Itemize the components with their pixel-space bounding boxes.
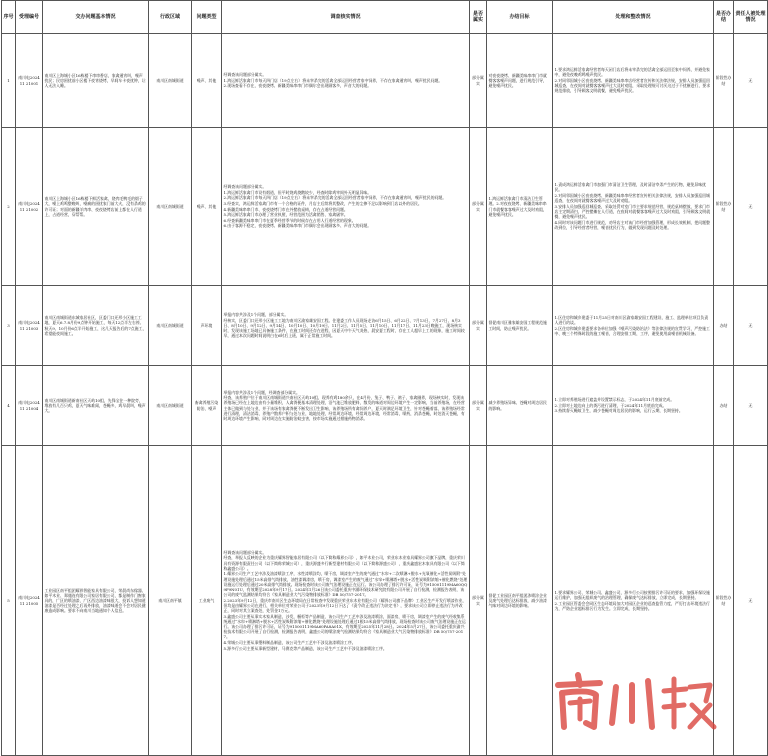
header-verified: 是否属实 <box>470 1 487 34</box>
cell-closed: 办结 <box>714 366 734 446</box>
cell-closed: 阶段性办结 <box>714 446 734 756</box>
cell-investigation-paragraph: 经查，该养殖户位于南川区南城街道兴南社区天屿10组，现养有鸡180余只，在4月份，兔子、鸭子、鸽子，家禽圈养，现场核实时，发现该养殖场已经在上地边由有小量堆积，人禽粪便基本清理处理，沼气池已堆放肥料，散发的味道对周边环境产生一定影响，当前养殖场，在经营主体已做到与处与业，并于该场有家禽粪便不断发出卫生影响，该养殖场所有禽饲养户，夏天时满足环境卫生，针对苍蝇着落，该养殖场经常进行清理，清洁消毒，养殖户散养户积与处与业，地地处理，经常周边环境，经常周边环境，经常消毒，喷药，消杀苍蝇，时处消灭苍蝇，有时周边环境产生影响，同对周边在实施防治蚊虫害，按市场实施通过措施药物消杀。 <box>223 395 465 421</box>
cell-closed: 阶段性办结 <box>714 34 734 128</box>
header-rectification: 处理和整改情况 <box>553 1 714 34</box>
cell-rectification <box>553 366 714 446</box>
header-code: 受理编号 <box>16 1 43 34</box>
cell-investigation-paragraph: 举报内容共涉及1个问题，经调查部分属实。 <box>223 389 300 395</box>
cell-issue: 南川区上海城小区16栋楼下串串香店，家禽通宵叫，噪声扰民；民房困扰前小区楼下夜宵烧烤，早间车卡夜扰钟，让人无法入睡。 <box>43 34 149 128</box>
cell-investigation-paragraph: 6.由于客源不稳定，夜夜烧烤、新疆美味串串门市偶尔会出现顾客多、声音大的问题。 <box>223 223 372 229</box>
cell-type: 声环境 <box>192 286 222 366</box>
cell-closed: 阶段性办结 <box>714 128 734 286</box>
cell-verified: 部分属实 <box>470 366 487 446</box>
cell-rectification-paragraph: 2.对同邻国城小区夜夜烧烤、新疆美味串串店经营者宣传和关法律法规，安排人员加强巡回城巡查，在夜间对就餐客客噪声过大及时劝阻，采取处理规可讨厌这过于不扰断进行，要求规范排放，引导顾客文明就餐，避免噪声扰民。 <box>554 77 711 94</box>
cell-rectification-paragraph: 4.同时对该问题门市进行规范，劝导店主对该门市经营加强管理，形成长效机制，把问题整改到位，引导经营者经营，噪音扰民行为，做到发现问题及时处理。 <box>554 219 710 231</box>
cell-investigation-paragraph: 5.鸿运鲜活家禽门市办理了营业执照，经营范围为活禽销售、家禽屠宰。 <box>223 212 348 218</box>
cell-investigation-paragraph: 经调查该问题部分属实。 <box>223 183 267 189</box>
table-row <box>2 286 768 366</box>
cell-code: 南川电202411 21003 <box>16 286 43 366</box>
header-type: 问题类型 <box>192 1 222 34</box>
cell-investigation-paragraph: 经调查该问题部分属实。 <box>223 549 267 555</box>
cell-investigation-paragraph: 举报内容共涉及1个问题，部分属实。 <box>223 312 289 318</box>
cell-code: 南川电202411 21004 <box>16 366 43 446</box>
cell-district: 南川区南城街道 <box>149 366 192 446</box>
cell-type: 工业废气 <box>192 446 222 756</box>
header-penalty: 责任人被处理情况 <box>734 1 768 34</box>
cell-issue: 南川区南城街道新南社区天屿10组，先锋宝住一种院旁，堆放有几百只鸡，夏天气味难闻，苍蝇多，鸡早晨叫，噪声大。 <box>43 366 149 446</box>
cell-district: 南川区南平镇 <box>149 446 192 756</box>
cell-investigation-paragraph: 1.鸿运鲜活家禽门市设有烟道，但平时烧鸡烧鹅较少，经查时除鸡宰间外无明显异味。 <box>223 189 372 195</box>
cell-investigation-paragraph: 4.新疆美味串串门市、夜夜烧烤门市在外摆放桌椅，存在占道经营问题。 <box>223 206 348 212</box>
cell-rectification <box>553 128 714 286</box>
cell-investigation-paragraph: 2.鸿运鲜活家禽门市每天四门店（19点左右）将未宰杀完的活禽全部运回经营者家中饲养，不存在家禽通宵叫，噪声扰民的问题。 <box>223 195 447 201</box>
cell-rectification <box>553 34 714 128</box>
cell-investigation-paragraph: 2.2023年9月12日，重庆市南川区生态环境局在日常检查中发现重庆荣业东木业有限公司（耀界公司旗下品牌）工业区生产开发行喷漆作业，但均是由耀界公司在进行，相关单位对荣业公司于2023年9月12日下达了《责令改正违法行为决定书》，要求该公司立即停止违法行为并改正，同时对其立案查处，处罚金1万元。 <box>223 597 467 613</box>
complaint-table <box>1 0 768 756</box>
cell-type: 畜禽养殖污染防治、噪声 <box>192 366 222 446</box>
header-issue: 交办问题基本情况 <box>43 1 149 34</box>
cell-district: 南川区南城街道 <box>149 128 192 286</box>
cell-type: 噪声、其他 <box>192 34 222 128</box>
cell-code: 南川电202411 21002 <box>16 128 43 286</box>
cell-issue: 南川区南城街道东城家居社区，区委门口还形小区施工工地，夏天6.7.8月份9点钟开始施工，每天12点半左右停。秋天9、10月份6点半开始施工，这几天报告后的7点施工，希望能夜间施工。 <box>43 286 149 366</box>
cell-target: 对夜夜烧烤、新疆美味串串门市就餐客客噪声问题，进行规范引导，避免噪声扰民。 <box>487 34 553 128</box>
cell-investigation-paragraph: 经查，举报人反映的企业为重庆耀界智能家居有限公司（以下简称耀界公司），如平木业公司，荣业东木业家具耀界公司旗下品牌，重庆荣川具有资源有限责任公司（以下简称荣城公司），重庆源盛多行新型建材有限公司（以下简称源盛公司），重庆鑫盛宏木家具有限公司（以下简称鑫盛公司）。 <box>223 555 465 571</box>
cell-rectification-paragraph: 1.要求耀界公司、荣城公司、鑫盛公司，源多行公司按照排污许可证的要求，加强环保设施运行维护，加强无组织废气的治理管理，确保废气达标排放，立即完成，长期坚持。 <box>554 589 710 600</box>
header-district: 行政区域 <box>149 1 192 34</box>
cell-district: 南川区南城街道 <box>149 34 192 128</box>
cell-verified: 部分属实 <box>470 128 487 286</box>
cell-investigation-paragraph: 经调查该问题部分属实。 <box>223 72 267 78</box>
cell-no: 3 <box>2 286 16 366</box>
cell-verified: 部分属实 <box>470 446 487 756</box>
cell-investigation <box>222 446 470 756</box>
cell-target: 督促南川区雅家雄安国工程规范施工时间，防止噪声扰民。 <box>487 286 553 366</box>
cell-no: 2 <box>2 128 16 286</box>
cell-investigation-paragraph: 3.鑫盛公司主要从事实木家具制造，沙发，橱柜等产品制造，该公司生产工艺中涉及油漆喷涂，面漆房，喷干房，调漆室产生的废气经收集系统通过“水帘+喷淋塔+脱水+活性炭吸附浓缩+催化燃烧”处理设施处理后通过1根15米高排气筒排放，现场检查时该公司废气治理设施正在运行。该公司办理了排污许可证，证号为915001119MA60PA8A01X，有效期至2025年11月28日。2024年5月27日，该公司委托重庆渝兴检技术有限公司开展了自行检测，检测报告表明，鑫盛公司的喷涂废气检测结果均符合《家具制造业大气污染物排放标准》DB 50/757-2017。 <box>223 613 466 640</box>
cell-rectification-paragraph: 2.对同邻国城小区夜夜烧烤、新疆美味串串经营者宣传相关法律法规，安排人员加强巡回城巡查，在夜间对就餐客客噪声过大及时劝阻。 <box>554 193 710 204</box>
cell-rectification <box>553 286 714 366</box>
cell-rectification-paragraph: 2.立即对土地边向上的粪污进行清理，于2024年11月底前完成。 <box>554 402 667 408</box>
cell-investigation-paragraph: 1.鸿运鲜活家禽门市每天四门店（19点左右）将未宰杀完的活禽全部运回经营者家中饲养，不存在家禽通宵叫，噪声扰民问题。 <box>223 77 443 83</box>
table-row <box>2 128 768 286</box>
cell-investigation-paragraph: 2.现场查看不存在，夜夜烧烤、新疆美味串串门市偶尔会出现顾客多，声音大的问题。 <box>223 83 372 89</box>
cell-investigation <box>222 128 470 286</box>
cell-issue: 南川区上海城小区16栋楼下鲜活家禽，烧肉毛鸭毛的烟子大，噪上鸡鸣整晚叫，噪痛的困扰家门前大火，没有杀鸡的许可证；对面的新疆羊肉串、夜夜烧烤店前上都在人行道上，占道经营，穿帮帮。 <box>43 128 149 286</box>
header-target: 办结目标 <box>487 1 553 34</box>
table-header-row <box>2 1 768 34</box>
cell-target: 1.鸿运鲜活家禽门市清洁卫生管理。2.对夜夜烧烤、新疆美味串串门市就餐客客噪声过大及时劝阻，避免噪声扰民。 <box>487 128 553 286</box>
cell-penalty: 无 <box>734 128 768 286</box>
header-closed: 是否办结 <box>714 1 734 34</box>
header-investigation: 调查核实情况 <box>222 1 470 34</box>
cell-rectification-paragraph: 3.持续督灭蝇蚊卫生，减少苍蝇对周边居民的影响，运行云期，长期坚持。 <box>554 408 683 414</box>
cell-verified: 部分属实 <box>470 34 487 128</box>
cell-rectification-paragraph: 1.要求鸿运鲜活家禽经营者每天闭门店后将未宰杀完的活禽全部运回至家中饲养，并避免家中，避免夜晚鸡鸣噪声扰民。 <box>554 67 710 78</box>
header-no: 序号 <box>2 1 16 34</box>
cell-penalty: 无 <box>734 446 768 756</box>
cell-penalty: 无 <box>734 286 768 366</box>
cell-no: 4 <box>2 366 16 446</box>
cell-rectification-paragraph: 1.区住房和城乡建委于11月25日对南川区渝家雄安国工程建设、施工、监理单位项目负责人进行约谈。 <box>554 314 709 325</box>
cell-investigation-paragraph: 6.经查新疆美味串串门市在夏季经营季节的时候存在占用人行道经营的现象。 <box>223 217 356 223</box>
cell-investigation <box>222 286 470 366</box>
cell-investigation <box>222 34 470 128</box>
cell-rectification-paragraph: 2.区住房和城乡建委要求各单位加强《噪声污染防治法》等法律法规的宣贯学习，严控施工中、晚三个特殊时段的施工噪音，合理安排工期，工序，避免使用高噪音机械设备。 <box>554 325 710 336</box>
cell-investigation-paragraph: 4.荣城公司主要从事塑料制品制造，该公司生产工艺中不涉及油漆喷涂工序。 <box>223 639 356 645</box>
cell-rectification-paragraph: 1.立即对养殖场进行遮盖并设置禁示标志，于2024年11月底前完成。 <box>554 397 675 403</box>
cell-verified: 部分属实 <box>470 286 487 366</box>
cell-target: 减少养殖场异味、苍蝇对周边居民的影响。 <box>487 366 553 446</box>
cell-investigation-paragraph: 3.经查实，鸿运鲜活家禽门市有一个合格的证件，月店主后续将其整改，产生的尘掺不足以影响到门店以外的居民。 <box>223 200 422 206</box>
cell-closed: 办结 <box>714 286 734 366</box>
cell-type: 噪声、其他 <box>192 128 222 286</box>
table-row <box>2 366 768 446</box>
cell-code: 南川电202411 21005 <box>16 446 43 756</box>
cell-district: 南川区南城街道 <box>149 286 192 366</box>
cell-penalty: 无 <box>734 34 768 128</box>
table-row <box>2 34 768 128</box>
cell-code: 南川电202411 21001 <box>16 34 43 128</box>
cell-issue: 工业园区南平组团耀界智能家具有限公司，荣晨尚东傢器、如平木业、郑遇连有限公司家居有限公司，都是制作门窗家具的，广区的喷油漆，广区西边油漆味很大，投诉人想知道油漆是否经过处理之后再外排放，油漆味道会不会对居民健康造成影响。要求不向南川当地通知个人信息。 <box>43 446 149 756</box>
cell-target: 督促工业园区南平组团涉喷涂企业及废气处理后达标排放，减少油漆气味对周边环境的影响。 <box>487 446 553 756</box>
cell-no: 5 <box>2 446 16 756</box>
cell-rectification-paragraph: 3.安排人员加强巡回城巡查，采取处罚对室门市主要求规范经营，规范桌椅摆放，要求门市店主定期清扫，严控摆摊在人行道，在夜间对就餐客客噪声过大及时劝阻，引导顾客文明就餐，避免噪声扰民。 <box>554 203 711 220</box>
cell-investigation-paragraph: 1.耀界公司生产工艺中涉及油漆喷涂工序，水性漆喷涂均，喷干房，调漆室产生的废气通过“水帘+二次喷淋+脱水+光氧催化+活性炭吸附”处理设施处理后通过15米高排气筒排放，油性漆调漆房，喷干房，调漆室产生的废气通过“水帘+喷淋塔+脱水+活性炭吸附浓缩+催化燃烧”处理设施运行处理后通过20米高排气筒排放。现场检查时该公司废气治理设施正在运行。该公司办理了排污许可证，证号为915001119MA60QQ9F9N01U，有效期至2028年9月17日。2024年1月26日该公司委托重庆中涵环保技术研究院有限公司开展了自行检测，检测报告表明，该公司的废气监测结果均符合《家具制造业大气污染物排放标准》DB 50/757-2017。 <box>223 571 468 598</box>
cell-rectification-paragraph: 1.责成鸿运鲜活家禽门市加强门市清洁卫生管理，及时清洁宰杀产生的污物，避免异味扰民。 <box>554 182 707 193</box>
cell-investigation-paragraph: 经核实，区委门口还形小区施工工地为南川区渝家雄安国工程。住建委工作人员现场走访6月15日、6月22日、7月13日、7月27日、8月3日、8月10日、9月12日、9月14日、10月10日、10月19日、11月2日、11月5日、11月10日、11月17日、11月23日晚施工，现场核实时，发现该施工场地已具备施工条件，在施工时间还存在进程，因夏天中午天气炎热，晨安夏工程时，存在工人超早上工的现象，施工时间较早，通过本次问题时间说明白在6时后上班，属于正常施工时间。 <box>223 317 465 339</box>
cell-investigation <box>222 366 470 446</box>
cell-penalty: 无 <box>734 366 768 446</box>
cell-investigation-paragraph: 5.源多行公司主要从事新型建材，马赛克等产品制造，该公司生产工艺中不涉及油漆喷涂工序。 <box>223 645 387 651</box>
cell-rectification <box>553 446 714 756</box>
cell-rectification-paragraph: 2.工业园区管委会会同区生态环境局加大对园区企业的巡查监管力度，严厉打击环境违法行为，严防企业超标排污行为发生。立即完成，长期坚持。 <box>554 600 710 611</box>
cell-no: 1 <box>2 34 16 128</box>
table-row <box>2 446 768 756</box>
